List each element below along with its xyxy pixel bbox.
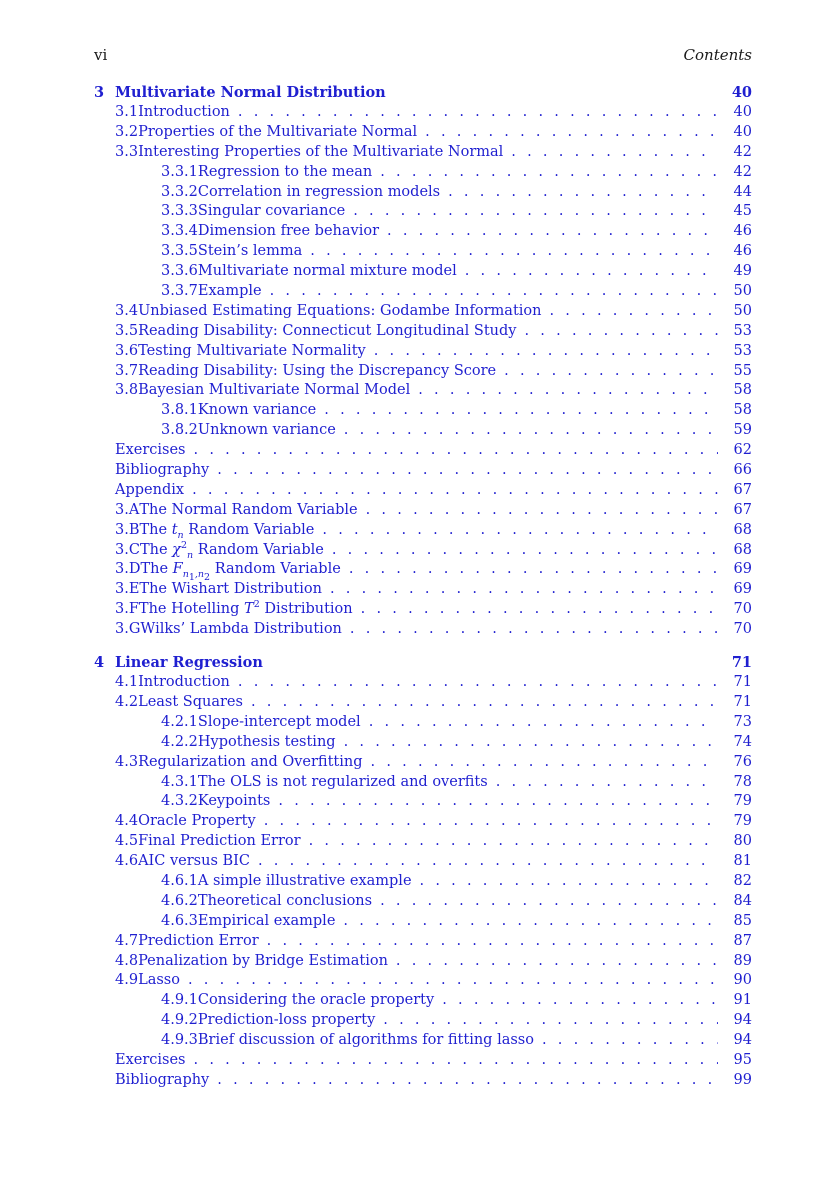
entry-title-link[interactable]: Appendix <box>115 481 185 498</box>
dot-leader <box>251 693 718 713</box>
toc-entry[interactable] <box>94 832 752 852</box>
entry-title-link[interactable]: The $F_{n_1,n_2}$ Random Variable <box>140 561 341 584</box>
entry-number: 3.4 <box>115 302 139 319</box>
entry-page-number[interactable]: 67 <box>733 501 752 518</box>
toc-entry[interactable] <box>94 1031 752 1051</box>
entry-number: 3.B <box>115 521 140 538</box>
entry-title-link[interactable]: Lasso <box>138 972 180 989</box>
toc-entry[interactable] <box>94 322 752 342</box>
entry-number: 3.3.2 <box>161 183 198 200</box>
entry-number: 4.6.2 <box>161 892 198 909</box>
toc-entry[interactable] <box>94 521 752 541</box>
entry-title-link[interactable]: Bayesian Multivariate Normal Model <box>138 382 411 399</box>
dot-leader <box>267 932 718 952</box>
entry-title-link[interactable]: Multivariate normal mixture model <box>197 263 457 280</box>
entry-title-link[interactable]: Keypoints <box>197 793 271 810</box>
toc-entry[interactable] <box>94 713 752 733</box>
entry-page-number[interactable]: 58 <box>733 402 752 419</box>
dot-leader <box>418 381 718 401</box>
dot-leader <box>344 421 718 441</box>
toc-entry[interactable] <box>94 362 752 382</box>
entry-number: 4.9.2 <box>161 1012 198 1029</box>
chapter-page-number[interactable]: 71 <box>731 654 752 672</box>
toc-entry[interactable] <box>94 892 752 912</box>
entry-page-number[interactable]: 69 <box>733 581 752 598</box>
entry-title-link[interactable]: Introduction <box>138 674 230 691</box>
dot-leader <box>258 852 718 872</box>
toc-entry[interactable] <box>94 912 752 932</box>
dot-leader <box>396 952 718 972</box>
entry-number: 4.8 <box>115 952 139 969</box>
dot-leader <box>448 183 718 203</box>
entry-page-number[interactable]: 68 <box>733 521 752 538</box>
entry-page-number[interactable]: 95 <box>733 1051 752 1068</box>
toc-entry[interactable] <box>94 673 752 693</box>
dot-leader <box>238 103 718 123</box>
entry-number: 4.9 <box>115 972 139 989</box>
chapter-number: 3 <box>94 84 105 101</box>
dot-leader <box>238 673 718 693</box>
entry-page-number[interactable]: 46 <box>733 223 752 240</box>
chapter-page-number[interactable]: 40 <box>731 84 752 101</box>
toc-entry[interactable] <box>94 773 752 793</box>
toc-entry[interactable] <box>94 202 752 222</box>
toc-entry[interactable] <box>94 541 752 561</box>
entry-page-number[interactable]: 73 <box>733 713 752 730</box>
entry-page-number[interactable]: 53 <box>733 322 752 339</box>
toc-entry[interactable] <box>94 1071 752 1091</box>
dot-leader <box>324 401 718 421</box>
entry-title-link[interactable]: Bibliography <box>115 462 210 479</box>
chapter-title-link[interactable]: Multivariate Normal Distribution <box>115 84 386 101</box>
entry-number: 3.3.3 <box>161 203 198 220</box>
entry-number: 3.2 <box>115 123 139 140</box>
entry-number: 3.G <box>115 621 141 638</box>
dot-leader <box>374 342 718 362</box>
dot-leader <box>420 872 718 892</box>
toc-chapter-4[interactable] <box>94 652 752 673</box>
dot-leader <box>366 501 718 521</box>
entry-title-link[interactable]: Hypothesis testing <box>197 733 336 750</box>
toc-entry[interactable] <box>94 620 752 640</box>
entry-page-number[interactable]: 79 <box>733 793 752 810</box>
toc-entry[interactable] <box>94 991 752 1011</box>
toc-entry[interactable] <box>94 560 752 584</box>
entry-title-link[interactable]: Empirical example <box>197 912 336 929</box>
toc-entry[interactable] <box>94 693 752 713</box>
entry-number: 3.8.1 <box>161 402 198 419</box>
entry-title-link[interactable]: The $t_n$ Random Variable <box>139 521 315 541</box>
dot-leader <box>350 620 718 640</box>
dot-leader <box>361 600 718 620</box>
dot-leader <box>496 773 718 793</box>
entry-title-link[interactable]: The Normal Random Variable <box>139 501 358 518</box>
entry-page-number[interactable]: 45 <box>733 203 752 220</box>
entry-title-link[interactable]: Prediction-loss property <box>197 1012 376 1029</box>
dot-leader <box>322 521 718 541</box>
chapter-title-link[interactable]: Linear Regression <box>115 654 263 672</box>
entry-page-number[interactable]: 46 <box>733 243 752 260</box>
entry-page-number[interactable]: 68 <box>733 541 752 558</box>
entry-page-number[interactable]: 50 <box>733 302 752 319</box>
toc-entry[interactable] <box>94 932 752 952</box>
dot-leader <box>380 892 718 912</box>
entry-title-link[interactable]: Theoretical conclusions <box>197 892 373 909</box>
entry-number: 3.5 <box>115 322 139 339</box>
toc-entry[interactable] <box>94 242 752 262</box>
entry-number: 3.3 <box>115 143 139 160</box>
toc-entry[interactable] <box>94 753 752 773</box>
dot-leader <box>217 461 718 481</box>
toc-entry[interactable] <box>94 163 752 183</box>
entry-page-number[interactable]: 44 <box>733 183 752 200</box>
dot-leader <box>343 912 718 932</box>
entry-page-number[interactable]: 67 <box>733 481 752 498</box>
entry-page-number[interactable]: 87 <box>733 932 752 949</box>
entry-number: 3.3.6 <box>161 263 198 280</box>
entry-number: 4.5 <box>115 833 139 850</box>
entry-number: 3.8 <box>115 382 139 399</box>
dot-leader <box>387 222 718 242</box>
chapter-number: 4 <box>94 654 105 672</box>
entry-page-number[interactable]: 89 <box>733 952 752 969</box>
entry-page-number[interactable]: 79 <box>733 813 752 830</box>
entry-page-number[interactable]: 58 <box>733 382 752 399</box>
entry-page-number[interactable]: 55 <box>733 362 752 379</box>
entry-page-number[interactable]: 82 <box>733 872 752 889</box>
entry-title-link[interactable]: A simple illustrative example <box>197 872 412 889</box>
entry-title-link[interactable]: AIC versus BIC <box>138 853 250 870</box>
toc-entry[interactable] <box>94 600 752 620</box>
dot-leader <box>217 1071 718 1091</box>
entry-number: 4.4 <box>115 813 139 830</box>
toc-entry[interactable] <box>94 971 752 991</box>
toc-entry[interactable] <box>94 872 752 892</box>
toc-entry[interactable] <box>94 733 752 753</box>
dot-leader <box>369 713 718 733</box>
toc-entry[interactable] <box>94 1011 752 1031</box>
entry-title-link[interactable]: The Wishart Distribution <box>139 581 322 598</box>
entry-title-link[interactable]: Example <box>197 283 262 300</box>
toc-entry[interactable] <box>94 580 752 600</box>
entry-number: 3.6 <box>115 342 139 359</box>
entry-title-link[interactable]: Penalization by Bridge Estimation <box>138 952 388 969</box>
entry-title-link[interactable]: Considering the oracle property <box>197 992 435 1009</box>
entry-number: 3.3.4 <box>161 223 198 240</box>
entry-page-number[interactable]: 59 <box>733 422 752 439</box>
entry-page-number[interactable]: 53 <box>733 342 752 359</box>
toc-entry[interactable] <box>94 401 752 421</box>
entry-title-link[interactable]: Reading Disability: Connecticut Longitudinal Study <box>138 322 517 339</box>
entry-title-link[interactable]: Testing Multivariate Normality <box>138 342 366 359</box>
entry-number: 4.6 <box>115 853 139 870</box>
entry-page-number[interactable]: 40 <box>733 104 752 120</box>
entry-page-number[interactable]: 76 <box>733 753 752 770</box>
entry-page-number[interactable]: 78 <box>733 773 752 790</box>
toc-entry[interactable] <box>94 262 752 282</box>
dot-leader <box>371 753 718 773</box>
entry-number: 4.2.1 <box>161 713 198 730</box>
entry-title-link[interactable]: Properties of the Multivariate Normal <box>138 123 418 140</box>
entry-number: 4.9.1 <box>161 992 198 1009</box>
toc-entry[interactable] <box>94 501 752 521</box>
dot-leader <box>194 1051 719 1071</box>
entry-title-link[interactable]: Reading Disability: Using the Discrepancy Score <box>138 362 497 379</box>
toc-entry[interactable] <box>94 421 752 441</box>
entry-title-link[interactable]: Prediction Error <box>138 932 259 949</box>
toc-entry[interactable] <box>94 381 752 401</box>
entry-number: 3.D <box>115 561 141 578</box>
entry-title-link[interactable]: Final Prediction Error <box>138 833 301 850</box>
toc-entry[interactable] <box>94 123 752 143</box>
entry-number: 4.3.2 <box>161 793 198 810</box>
entry-title-link[interactable]: The OLS is not regularized and overfits <box>197 773 488 790</box>
toc-entry[interactable] <box>94 342 752 362</box>
entry-title-link[interactable]: Oracle Property <box>138 813 256 830</box>
table-of-contents <box>94 82 752 1091</box>
entry-number: 3.F <box>115 601 139 618</box>
dot-leader <box>270 282 718 302</box>
toc-entry[interactable] <box>94 282 752 302</box>
dot-leader <box>549 302 718 322</box>
entry-number: 4.1 <box>115 674 139 691</box>
entry-title-link[interactable]: Correlation in regression models <box>197 183 441 200</box>
entry-title-link[interactable]: Introduction <box>138 104 230 120</box>
entry-page-number[interactable]: 91 <box>733 992 752 1009</box>
toc-entry[interactable] <box>94 852 752 872</box>
entry-page-number[interactable]: 84 <box>733 892 752 909</box>
dot-leader <box>425 123 718 143</box>
entry-page-number[interactable]: 80 <box>733 833 752 850</box>
dot-leader <box>383 1011 718 1031</box>
entry-page-number[interactable]: 50 <box>733 283 752 300</box>
dot-leader <box>344 733 718 753</box>
entry-page-number[interactable]: 42 <box>733 143 752 160</box>
toc-chapter-3[interactable] <box>94 82 752 103</box>
dot-leader <box>524 322 718 342</box>
entry-page-number[interactable]: 66 <box>733 462 752 479</box>
running-title: Contents <box>683 46 752 64</box>
entry-page-number[interactable]: 62 <box>733 442 752 459</box>
entry-page-number[interactable]: 94 <box>733 1032 752 1049</box>
dot-leader <box>353 202 718 222</box>
entry-number: 3.3.1 <box>161 163 198 180</box>
dot-leader <box>380 163 718 183</box>
entry-number: 3.1 <box>115 104 139 120</box>
dot-leader <box>192 481 718 501</box>
entry-title-link[interactable]: Brief discussion of algorithms for fitting lasso <box>197 1032 534 1049</box>
entry-number: 3.8.2 <box>161 422 198 439</box>
entry-title-link[interactable]: Unknown variance <box>197 422 336 439</box>
page-number: vi <box>94 46 108 64</box>
entry-number: 4.6.3 <box>161 912 198 929</box>
entry-page-number[interactable]: 74 <box>733 733 752 750</box>
entry-title-link[interactable]: Least Squares <box>138 693 243 710</box>
entry-number: 3.E <box>115 581 140 598</box>
entry-page-number[interactable]: 85 <box>733 912 752 929</box>
entry-page-number[interactable]: 71 <box>733 674 752 691</box>
toc-entry[interactable] <box>94 441 752 461</box>
entry-number: 4.7 <box>115 932 139 949</box>
dot-leader <box>511 143 718 163</box>
entry-title-link[interactable]: Slope-intercept model <box>197 713 361 730</box>
dot-leader <box>188 971 718 991</box>
toc-entry[interactable] <box>94 792 752 812</box>
entry-page-number[interactable]: 90 <box>733 972 752 989</box>
entry-number: 4.2 <box>115 693 139 710</box>
entry-page-number[interactable]: 81 <box>733 853 752 870</box>
dot-leader <box>310 242 718 262</box>
toc-entry[interactable] <box>94 1051 752 1071</box>
entry-number: 3.7 <box>115 362 139 379</box>
entry-number: 4.9.3 <box>161 1032 198 1049</box>
entry-title-link[interactable]: Bibliography <box>115 1071 210 1088</box>
entry-title-link[interactable]: Regression to the mean <box>197 163 373 180</box>
toc-entry[interactable] <box>94 481 752 501</box>
dot-leader <box>542 1031 718 1051</box>
entry-page-number[interactable]: 71 <box>733 693 752 710</box>
entry-number: 3.3.5 <box>161 243 198 260</box>
dot-leader <box>264 812 718 832</box>
toc-entry[interactable] <box>94 103 752 123</box>
entry-number: 4.3 <box>115 753 139 770</box>
toc-entry[interactable] <box>94 222 752 242</box>
entry-title-link[interactable]: Dimension free behavior <box>197 223 380 240</box>
entry-title-link[interactable]: Exercises <box>115 442 186 459</box>
entry-page-number[interactable]: 69 <box>733 561 752 578</box>
entry-page-number[interactable]: 70 <box>733 601 752 618</box>
dot-leader <box>442 991 718 1011</box>
entry-page-number[interactable]: 94 <box>733 1012 752 1029</box>
dot-leader <box>349 560 718 580</box>
entry-page-number[interactable]: 99 <box>733 1071 752 1088</box>
entry-page-number[interactable]: 42 <box>733 163 752 180</box>
entry-number: 4.6.1 <box>161 872 198 889</box>
entry-title-link[interactable]: Regularization and Overfitting <box>138 753 363 770</box>
entry-title-link[interactable]: Known variance <box>197 402 317 419</box>
toc-entry[interactable] <box>94 461 752 481</box>
entry-title-link[interactable]: Unbiased Estimating Equations: Godambe Information <box>138 302 542 319</box>
entry-number: 4.3.1 <box>161 773 198 790</box>
entry-page-number[interactable]: 40 <box>733 123 752 140</box>
entry-title-link[interactable]: Singular covariance <box>197 203 346 220</box>
entry-page-number[interactable]: 70 <box>733 621 752 638</box>
entry-title-link[interactable]: The $\chi^2_n$ Random Variable <box>139 539 324 561</box>
toc-entry[interactable] <box>94 812 752 832</box>
entry-number: 4.2.2 <box>161 733 198 750</box>
entry-title-link[interactable]: Wilks’ Lambda Distribution <box>140 621 342 638</box>
dot-leader <box>278 792 718 812</box>
entry-title-link[interactable]: Exercises <box>115 1051 186 1068</box>
dot-leader <box>465 262 718 282</box>
dot-leader <box>330 580 718 600</box>
dot-leader <box>332 541 718 561</box>
dot-leader <box>504 362 718 382</box>
entry-title-link[interactable]: Stein’s lemma <box>197 243 303 260</box>
entry-number: 3.3.7 <box>161 283 198 300</box>
toc-entry[interactable] <box>94 183 752 203</box>
entry-title-link[interactable]: The Hotelling $T^2$ Distribution <box>138 599 353 618</box>
dot-leader <box>194 441 719 461</box>
running-header <box>94 46 752 64</box>
entry-number: 3.C <box>115 541 140 558</box>
entry-page-number[interactable]: 49 <box>733 263 752 280</box>
toc-entry[interactable] <box>94 302 752 322</box>
dot-leader <box>309 832 718 852</box>
entry-number: 3.A <box>115 501 140 518</box>
toc-entry[interactable] <box>94 952 752 972</box>
entry-title-link[interactable]: Interesting Properties of the Multivariate Normal <box>138 143 504 160</box>
toc-entry[interactable] <box>94 143 752 163</box>
